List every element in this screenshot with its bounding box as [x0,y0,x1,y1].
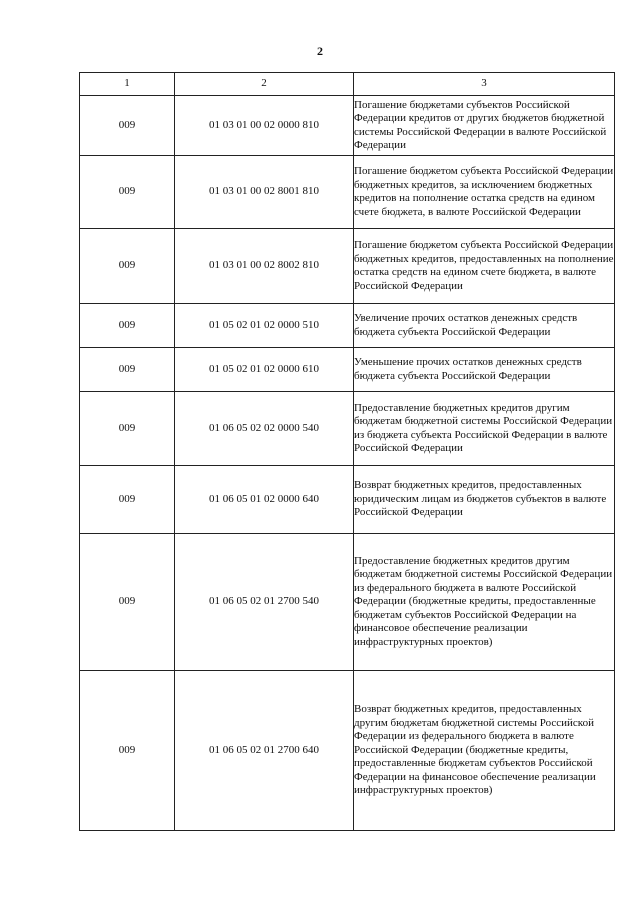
budget-code-cell: 01 06 05 01 02 0000 640 [175,466,354,534]
table-row [80,534,615,671]
column-header-1: 1 [80,73,175,96]
admin-code-cell: 009 [80,304,175,348]
budget-codes-table [79,72,615,831]
table-row [80,392,615,466]
budget-code-cell: 01 06 05 02 01 2700 640 [175,671,354,831]
budget-code-cell: 01 05 02 01 02 0000 510 [175,304,354,348]
table-row [80,348,615,392]
description-cell: Уменьшение прочих остатков денежных средств бюджета субъекта Российской Федерации [354,348,615,392]
column-header-3: 3 [354,73,615,96]
admin-code-cell: 009 [80,534,175,671]
table-row [80,96,615,156]
budget-code-cell: 01 03 01 00 02 0000 810 [175,96,354,156]
description-cell: Возврат бюджетных кредитов, предоставленных юридическим лицам из бюджетов субъектов в валюте Российской Федерации [354,466,615,534]
budget-code-cell: 01 06 05 02 01 2700 540 [175,534,354,671]
description-cell: Погашение бюджетом субъекта Российской Федерации бюджетных кредитов, за исключением бюджетных кредитов на пополнение остатка средств на едином счете бюджета, в валюте Российской Федерации [354,156,615,229]
table-row [80,466,615,534]
table-row [80,304,615,348]
table-row [80,671,615,831]
description-cell: Предоставление бюджетных кредитов другим бюджетам бюджетной системы Российской Федерации из федерального бюджета в валюте Российской Федерации (бюджетные кредиты, предоставленные бюджетам субъектов Российской Федерации на финансовое обеспечение реализации инфраструктурных проектов) [354,534,615,671]
admin-code-cell: 009 [80,96,175,156]
admin-code-cell: 009 [80,348,175,392]
budget-code-cell: 01 06 05 02 02 0000 540 [175,392,354,466]
budget-code-cell: 01 03 01 00 02 8001 810 [175,156,354,229]
admin-code-cell: 009 [80,671,175,831]
description-cell: Погашение бюджетом субъекта Российской Федерации бюджетных кредитов, предоставленных на пополнение остатка средств на едином счете бюджета, в валюте Российской Федерации [354,229,615,304]
admin-code-cell: 009 [80,392,175,466]
budget-code-cell: 01 03 01 00 02 8002 810 [175,229,354,304]
table-row [80,156,615,229]
column-header-2: 2 [175,73,354,96]
budget-code-cell: 01 05 02 01 02 0000 610 [175,348,354,392]
description-cell: Предоставление бюджетных кредитов другим бюджетам бюджетной системы Российской Федерации из бюджета субъекта Российской Федерации в валюте Российской Федерации [354,392,615,466]
table-header-row [80,73,615,96]
admin-code-cell: 009 [80,229,175,304]
description-cell: Погашение бюджетами субъектов Российской Федерации кредитов от других бюджетов бюджетной системы Российской Федерации в валюте Российской Федерации [354,96,615,156]
table-row [80,229,615,304]
admin-code-cell: 009 [80,466,175,534]
page-number: 2 [317,44,323,58]
description-cell: Возврат бюджетных кредитов, предоставленных другим бюджетам бюджетной системы Российской Федерации из федерального бюджета в валюте Российской Федерации (бюджетные кредиты, предоставленные бюджетам субъектов Российской Федерации на финансовое обеспечение реализации инфраструктурных проектов) [354,671,615,831]
description-cell: Увеличение прочих остатков денежных средств бюджета субъекта Российской Федерации [354,304,615,348]
admin-code-cell: 009 [80,156,175,229]
